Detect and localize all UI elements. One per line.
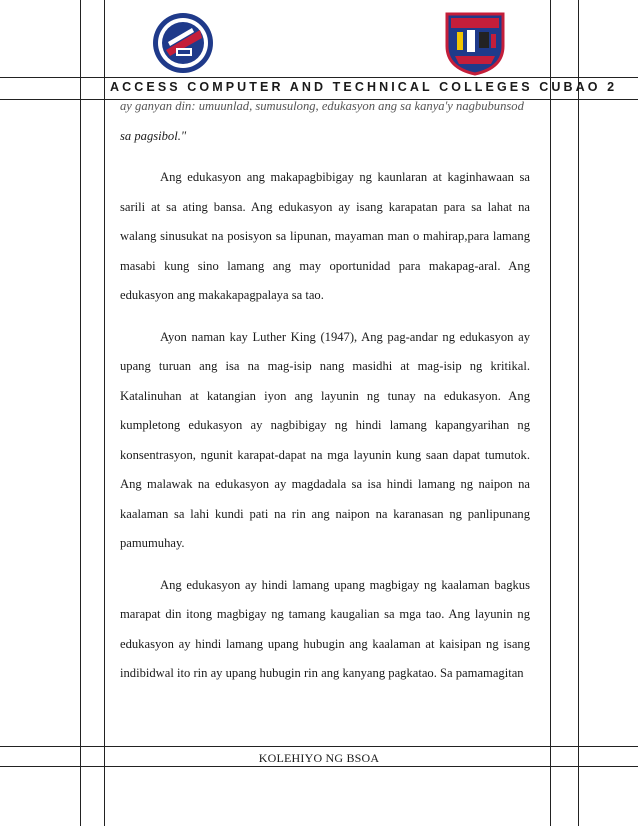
header-rule-top [0, 77, 638, 78]
college-name-header: ACCESS COMPUTER AND TECHNICAL COLLEGES CUBAO 2 [110, 80, 618, 94]
footer-label: KOLEHIYO NG BSOA [258, 751, 380, 765]
quote-line-2: sa pagsibol." [120, 128, 187, 143]
paragraph-3: Ang edukasyon ay hindi lamang upang magbigay ng kaalaman bagkus marapat din itong magbigay ng tamang kaugalian sa mga tao. Ang layunin ng edukasyon ay hindi lamang upang hubugin ang kaalaman at kaisipan ng isang indibidwal ito rin ay upang hubugin rin ang kanyang pagkatao. Sa pamamagitan [120, 577, 530, 680]
college-seal-icon [152, 12, 214, 74]
margin-rule-left-outer [80, 0, 81, 826]
paragraph-1: Ang edukasyon ang makapagbibigay ng kaunlaran at kaginhawaan sa sarili at sa ating bansa. Ang edukasyon ay isang karapatan para sa lahat na walang sinusukat na posisyon sa lipunan, mayaman man o mahirap,para lamang masabi kung sino lamang ang may oportunidad para makapag-aral. Ang edukasyon ang makakapagpalaya sa tao. [120, 170, 530, 302]
margin-rule-right-outer [578, 0, 579, 826]
footer-rule-top [0, 746, 638, 747]
paragraph-2: Ayon naman kay Luther King (1947), Ang pag-andar ng edukasyon ay upang turuan ang isa na mag-isip nang masidhi at mag-isip ng kritikal. Katalinuhan at katangian iyon ang layunin ng tunay na edukasyon. Ang kumpletong edukasyon ay nagbibigay ng hindi lamang kapangyarihan ng konsentrasyon, ngunit karapat-dapat na mga layunin kung saan dapat tumutok. Ang malawak na edukasyon ay magdadala sa isa hindi lamang ng naipon na kaalaman sa lahi kundi pati na rin ang naipon na karanasan ng panlipunang pamumuhay. [120, 329, 530, 550]
quote-line-1: ay ganyan din: umuunlad, sumusulong, edukasyon ang sa kanya'y nagbubunsod [120, 99, 524, 113]
document-body [120, 96, 530, 689]
footer-rule-bottom [0, 766, 638, 767]
college-crest-icon [443, 10, 507, 76]
margin-rule-right-inner [550, 0, 551, 826]
margin-rule-left-inner [104, 0, 105, 826]
